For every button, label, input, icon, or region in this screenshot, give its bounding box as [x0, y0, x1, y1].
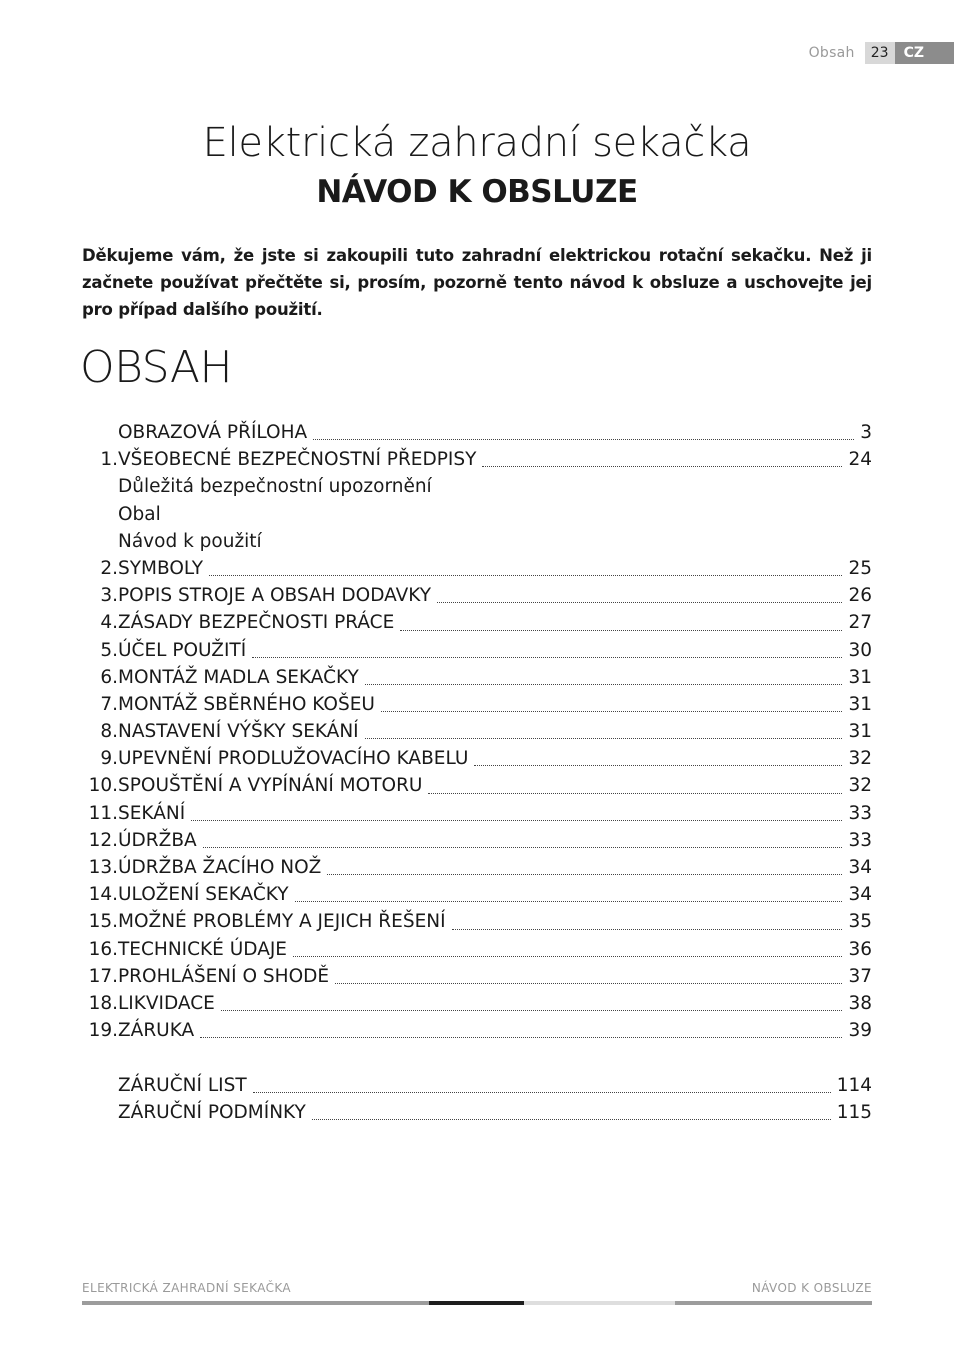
toc-leader-dots	[428, 793, 842, 794]
toc-entry-number: 17.	[88, 965, 118, 987]
toc-leader-dots	[437, 602, 842, 603]
toc-entry-page: 115	[836, 1101, 872, 1123]
toc-leader-dots	[365, 684, 843, 685]
toc-entry	[82, 501, 872, 528]
toc-entry-label: POPIS STROJE A OBSAH DODAVKY	[118, 585, 432, 607]
toc-entry-number: 12.	[88, 829, 118, 851]
toc-entry-page: 114	[836, 1074, 872, 1096]
toc-leader-dots	[381, 711, 843, 712]
toc-leader-dots	[400, 630, 842, 631]
toc-entry	[82, 691, 872, 718]
toc-entry-number: 5.	[100, 639, 118, 661]
toc-entry	[82, 745, 872, 772]
toc-entry	[82, 664, 872, 691]
toc-entry	[82, 637, 872, 664]
toc-entry-label: SEKÁNÍ	[118, 802, 186, 824]
toc-entry	[82, 963, 872, 990]
toc-entry-label: Návod k použití	[118, 530, 262, 552]
toc-entry-label: MONTÁŽ SBĚRNÉHO KOŠEU	[118, 693, 375, 715]
toc-entry-number: 8.	[100, 721, 118, 743]
toc-entry-label: ULOŽENÍ SEKAČKY	[118, 884, 289, 906]
toc-entry-page: 25	[848, 557, 872, 579]
toc-entry-label: VŠEOBECNÉ BEZPEČNOSTNÍ PŘEDPISY	[118, 449, 477, 471]
toc-leader-dots	[203, 847, 843, 848]
toc-entry-label: ZÁSADY BEZPEČNOSTI PRÁCE	[118, 612, 395, 634]
toc-entry-number: 14.	[88, 884, 118, 906]
toc-leader-dots	[365, 738, 843, 739]
toc-entry	[82, 827, 872, 854]
document-title: Elektrická zahradní sekačka	[202, 120, 752, 166]
toc-leader-dots	[253, 1092, 831, 1093]
toc-entry-page: 24	[848, 449, 872, 471]
toc-entry-number: 3.	[100, 585, 118, 607]
toc-entry	[82, 936, 872, 963]
toc-entry-number: 4.	[100, 612, 118, 634]
toc-entry-number: 11.	[88, 802, 118, 824]
toc-entry	[82, 908, 872, 935]
toc-entry-page: 33	[848, 802, 872, 824]
toc-leader-dots	[474, 765, 842, 766]
toc-leader-dots	[209, 575, 842, 576]
toc-entry-label: Důležitá bezpečnostní upozornění	[118, 476, 432, 498]
toc-entry-page: 31	[848, 693, 872, 715]
toc-entry-label: ZÁRUČNÍ LIST	[118, 1074, 247, 1096]
toc-entry	[82, 772, 872, 799]
toc-entry-number: 19.	[88, 1020, 118, 1042]
toc-entry	[82, 609, 872, 636]
toc-entry	[82, 1099, 872, 1126]
toc-entry-page: 30	[848, 639, 872, 661]
toc-entry-page: 33	[848, 829, 872, 851]
toc-entry-page: 27	[848, 612, 872, 634]
toc-entry-page: 34	[848, 884, 872, 906]
toc-entry-label: SYMBOLY	[118, 557, 204, 579]
toc-entry-number: 9.	[100, 748, 118, 770]
toc-entry-number: 16.	[88, 938, 118, 960]
toc-entry	[82, 419, 872, 446]
toc-leader-dots	[327, 874, 842, 875]
toc-entry	[82, 1072, 872, 1099]
toc-entry-page: 26	[848, 585, 872, 607]
toc-entry-label: MOŽNÉ PROBLÉMY A JEJICH ŘEŠENÍ	[118, 911, 446, 933]
footer-bar-segment	[82, 1301, 429, 1305]
toc-entry-page: 39	[848, 1020, 872, 1042]
toc-entry-page: 31	[848, 721, 872, 743]
toc-leader-dots	[452, 929, 843, 930]
footer-left-text: ELEKTRICKÁ ZAHRADNÍ SEKAČKA	[82, 1281, 292, 1295]
toc-entry-label: PROHLÁŠENÍ O SHODĚ	[118, 965, 330, 987]
toc-entry-page: 31	[848, 666, 872, 688]
toc-entry-label: OBRAZOVÁ PŘÍLOHA	[118, 422, 308, 443]
toc-entry	[82, 854, 872, 881]
toc-entry-page: 35	[848, 911, 872, 933]
header-section-name: Obsah	[808, 45, 855, 61]
toc-entry	[82, 528, 872, 555]
toc-entry-label: LIKVIDACE	[118, 992, 215, 1014]
toc-entry-number: 10.	[88, 775, 118, 797]
toc-entry-label: Obal	[118, 503, 161, 525]
table-of-contents	[82, 419, 872, 1126]
toc-leader-dots	[312, 1119, 831, 1120]
toc-entry-page: 37	[848, 965, 872, 987]
toc-entry	[82, 582, 872, 609]
toc-leader-dots	[191, 820, 842, 821]
toc-entry-page: 3	[860, 422, 872, 443]
toc-entry-page: 36	[848, 938, 872, 960]
toc-entry	[82, 990, 872, 1017]
intro-paragraph: Děkujeme vám, že jste si zakoupili tuto zahradní elektrickou rotační sekačku. Než ji začnete používat přečtěte si, prosím, pozorně tento návod k obsluze a uschovejte jej pro případ dalšího použití.	[82, 246, 872, 319]
toc-entry-page: 38	[848, 992, 872, 1014]
footer-bar-segment	[675, 1301, 872, 1305]
toc-entry	[82, 1017, 872, 1044]
toc-entry	[82, 446, 872, 473]
toc-entry-label: NASTAVENÍ VÝŠKY SEKÁNÍ	[118, 721, 359, 743]
toc-entry-number: 2.	[100, 557, 118, 579]
toc-entry-label: TECHNICKÉ ÚDAJE	[118, 938, 287, 960]
toc-leader-dots	[335, 983, 842, 984]
footer-bar-segment	[429, 1301, 524, 1305]
toc-entry-number: 1.	[100, 449, 118, 471]
header-language-badge: CZ	[895, 42, 954, 64]
toc-entry	[82, 555, 872, 582]
toc-heading: OBSAH	[80, 342, 233, 393]
toc-leader-dots	[482, 466, 842, 467]
toc-entry-label: ZÁRUČNÍ PODMÍNKY	[118, 1101, 306, 1123]
toc-entry-number: 6.	[100, 666, 118, 688]
toc-entry-page: 34	[848, 857, 872, 878]
toc-leader-dots	[221, 1010, 843, 1011]
footer-right-text: NÁVOD K OBSLUZE	[751, 1281, 872, 1295]
toc-entry-number: 7.	[100, 693, 118, 715]
toc-leader-dots	[313, 439, 854, 440]
toc-entry-label: SPOUŠTĚNÍ A VYPÍNÁNÍ MOTORU	[118, 775, 423, 797]
page-header	[809, 42, 954, 64]
toc-entry-number: 13.	[88, 857, 118, 878]
footer-bar	[82, 1301, 872, 1305]
toc-entry-page: 32	[848, 748, 872, 770]
toc-entry-label: MONTÁŽ MADLA SEKAČKY	[118, 666, 359, 688]
toc-entry-page: 32	[848, 775, 872, 797]
toc-entry-label: ÚDRŽBA ŽACÍHO NOŽ	[118, 857, 322, 878]
document-subtitle: NÁVOD K OBSLUZE	[316, 174, 638, 210]
toc-entry	[82, 473, 872, 500]
toc-entry-label: ÚDRŽBA	[118, 829, 197, 851]
toc-entry-label: ZÁRUKA	[118, 1020, 195, 1042]
header-page-number: 23	[865, 42, 895, 64]
toc-spacer	[82, 1044, 872, 1071]
toc-leader-dots	[200, 1037, 842, 1038]
toc-entry-number: 15.	[88, 911, 118, 933]
toc-entry-number: 18.	[88, 992, 118, 1014]
toc-entry	[82, 881, 872, 908]
toc-entry	[82, 718, 872, 745]
toc-leader-dots	[293, 956, 842, 957]
toc-entry-label: UPEVNĚNÍ PRODLUŽOVACÍHO KABELU	[118, 748, 469, 770]
toc-entry-label: ÚČEL POUŽITÍ	[118, 639, 247, 661]
footer-bar-segment	[524, 1301, 675, 1305]
toc-leader-dots	[295, 901, 843, 902]
toc-leader-dots	[252, 657, 842, 658]
toc-entry	[82, 800, 872, 827]
